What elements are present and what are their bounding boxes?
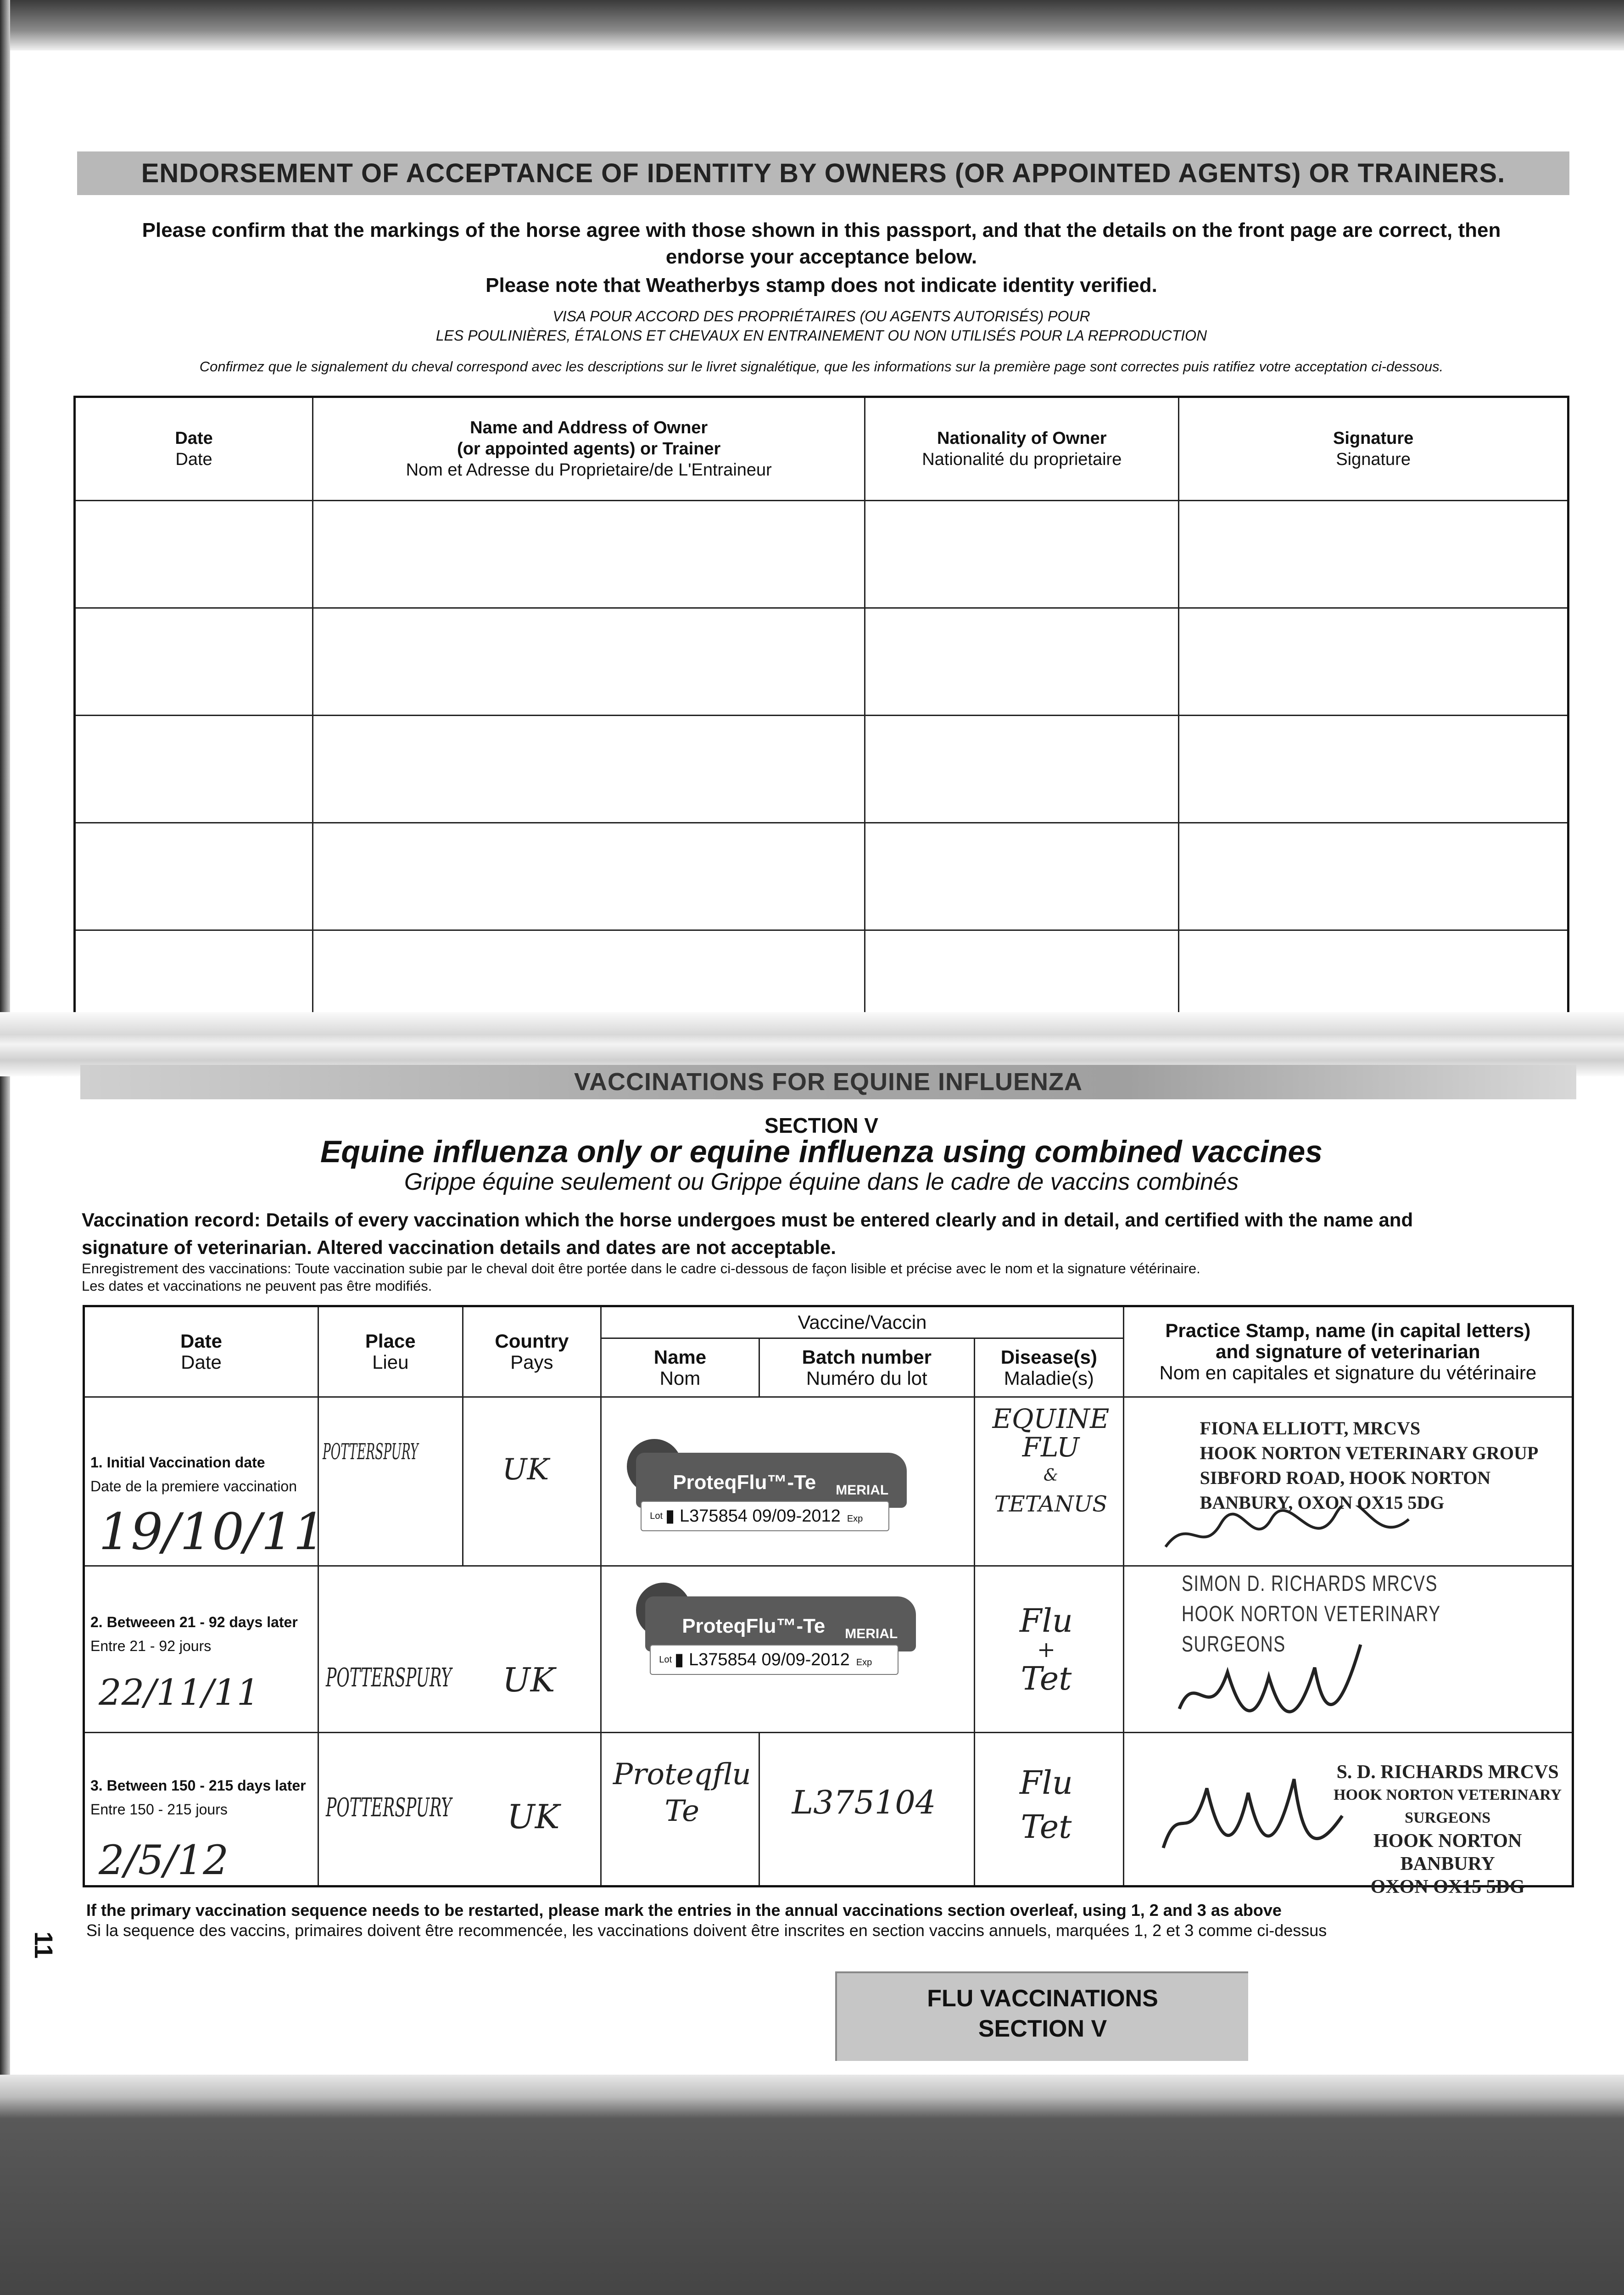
- hdr-place: [318, 1306, 463, 1397]
- row1-vaccine-brand: ProteqFlu™-Te: [673, 1471, 816, 1494]
- row1-place-cell[interactable]: [318, 1397, 463, 1566]
- row1-date-cell[interactable]: [84, 1397, 326, 1566]
- hdr-batch-fr: Numéro du lot: [806, 1367, 927, 1389]
- row3-stamp-1: S. D. RICHARDS MRCVS: [1336, 1762, 1559, 1783]
- row1-label-en: 1. Initial Vaccination date: [90, 1454, 265, 1471]
- empty-cell[interactable]: [865, 501, 1179, 608]
- row2-label: [90, 1610, 298, 1658]
- col-nationality-fr: Nationalité du proprietaire: [922, 450, 1122, 469]
- row3-stamp: [1306, 1761, 1590, 1898]
- row2-date: 22/11/11: [99, 1672, 260, 1713]
- row1-stamp: [1200, 1416, 1539, 1515]
- col-signature-en: Signature: [1333, 429, 1414, 448]
- row3-name-cell[interactable]: [601, 1733, 759, 1886]
- row2-vaccine-brand: ProteqFlu™-Te: [682, 1615, 826, 1637]
- row1-disease-4: TETANUS: [994, 1491, 1108, 1517]
- row3-place: POTTERSPURY: [326, 1793, 452, 1823]
- exp-suffix: Exp: [847, 1514, 863, 1524]
- row2-disease: [989, 1603, 1104, 1696]
- section-title-en: Equine influenza only or equine influenza using combined vaccines: [320, 1134, 1323, 1169]
- hdr-stamp-en-2: and signature of veterinarian: [1216, 1341, 1480, 1362]
- row3-batch: L375104: [792, 1784, 936, 1821]
- hdr-date: [84, 1306, 318, 1397]
- endorsement-table: [73, 396, 1569, 1039]
- row1-signature-icon: [1161, 1506, 1418, 1561]
- row1-stamp-cell[interactable]: [1123, 1397, 1573, 1566]
- row1-disease-3: &: [1043, 1466, 1058, 1485]
- row2-lot-box: $^{Lot}$ ▮ L375854 09/09-2012 Exp: [650, 1645, 899, 1675]
- record-en-2: signature of veterinarian. Altered vaccination details and dates are not acceptable.: [82, 1237, 836, 1258]
- row3-disease-2: Tet: [1021, 1808, 1072, 1846]
- exp-suffix: Exp: [856, 1657, 872, 1668]
- table-row: [75, 501, 1568, 608]
- row3-stamp-4: BANBURY: [1400, 1853, 1495, 1875]
- hdr-country-en: Country: [495, 1330, 569, 1352]
- empty-cell[interactable]: [1179, 501, 1568, 608]
- row2-vaccine-sticker: [636, 1583, 921, 1679]
- confirm-fr: Confirmez que le signalement du cheval correspond avec les descriptions sur le livret signalétique, que les informations sur la première page sont correctes puis ratifiez votre acceptation ci-dessous.: [199, 358, 1444, 375]
- row2-disease-3: Tet: [1021, 1660, 1072, 1697]
- empty-cell[interactable]: [1179, 716, 1568, 823]
- row2-stamp-1: SIMON D. RICHARDS MRCVS: [1181, 1572, 1438, 1596]
- col-nationality: [865, 397, 1179, 501]
- row2-place-country-cell[interactable]: [318, 1566, 601, 1733]
- col-date: [75, 397, 313, 501]
- row3-place-country-cell[interactable]: [318, 1733, 601, 1886]
- hdr-stamp-fr: Nom en capitales et signature du vétérinaire: [1159, 1362, 1537, 1383]
- row2-vaccine-cell[interactable]: [601, 1566, 975, 1733]
- col-date-fr: Date: [175, 450, 212, 469]
- row2-date-cell[interactable]: [84, 1566, 318, 1733]
- empty-cell[interactable]: [75, 501, 313, 608]
- row2-vaccine-maker: MERIAL: [845, 1626, 898, 1641]
- table-row: [75, 716, 1568, 823]
- row3-stamp-2: HOOK NORTON VETERINARY SURGEONS: [1334, 1786, 1562, 1826]
- empty-cell[interactable]: [75, 716, 313, 823]
- row2-disease-1: Flu: [1019, 1602, 1073, 1640]
- row3-date-cell[interactable]: [84, 1733, 318, 1886]
- col-owner-fr: Nom et Adresse du Proprietaire/de L'Entraineur: [406, 460, 772, 480]
- footer-note-fr: Si la sequence des vaccins, primaires doivent être recommencée, les vaccinations doivent être inscrites en section vaccins annuels, marquées 1, 2 et 3 comme ci-dessus: [86, 1921, 1327, 1940]
- scan-top-edge: [0, 0, 1624, 50]
- row2-label-fr: Entre 21 - 92 jours: [90, 1638, 212, 1654]
- record-en-1: Vaccination record: Details of every vaccination which the horse undergoes must be entered clearly and in detail, and certified with the name and: [82, 1209, 1413, 1231]
- empty-cell[interactable]: [313, 716, 865, 823]
- row3-label-en: 3. Between 150 - 215 days later: [90, 1777, 306, 1794]
- row1-country-cell[interactable]: [463, 1397, 601, 1566]
- row1-stamp-1: FIONA ELLIOTT, MRCVS: [1200, 1418, 1421, 1439]
- section-title-fr: Grippe équine seulement ou Grippe équine dans le cadre de vaccins combinés: [404, 1169, 1239, 1195]
- row1-place: POTTERSPURY: [323, 1439, 419, 1465]
- empty-cell[interactable]: [313, 823, 865, 930]
- record-fr-1: Enregistrement des vaccinations: Toute vaccination subie par le cheval doit être portée dans le cadre ci-dessous de façon lisible et précise avec le nom et la signature vétérinaire.: [82, 1260, 1200, 1276]
- empty-cell[interactable]: [1179, 608, 1568, 716]
- row1-stamp-4: BANBURY, OXON OX15 5DG: [1200, 1492, 1445, 1513]
- row1-date: 19/10/11: [99, 1502, 326, 1561]
- hdr-disease: [974, 1338, 1123, 1397]
- table-row: [84, 1733, 1573, 1886]
- scan-bottom-edge: [0, 2075, 1624, 2295]
- empty-cell[interactable]: [313, 608, 865, 716]
- vaccination-banner: VACCINATIONS FOR EQUINE INFLUENZA: [80, 1065, 1576, 1099]
- table-row: [84, 1566, 1573, 1733]
- lot-prefix: Lot: [659, 1655, 675, 1665]
- lot-prefix: Lot: [650, 1511, 665, 1521]
- hdr-batch-en: Batch number: [802, 1346, 932, 1368]
- row1-label-fr: Date de la premiere vaccination: [90, 1478, 297, 1495]
- row3-disease-1: Flu: [1019, 1764, 1073, 1802]
- row2-disease-cell[interactable]: [974, 1566, 1123, 1733]
- hdr-place-en: Place: [365, 1330, 416, 1352]
- table-row: [84, 1397, 1573, 1566]
- row2-batch: L375854 09/09-2012: [689, 1650, 850, 1669]
- hdr-country-fr: Pays: [510, 1351, 553, 1373]
- hdr-place-fr: Lieu: [372, 1351, 409, 1373]
- record-fr-2: Les dates et vaccinations ne peuvent pas être modifiés.: [82, 1278, 432, 1294]
- row2-stamp-2: HOOK NORTON VETERINARY SURGEONS: [1181, 1602, 1440, 1657]
- empty-cell[interactable]: [1179, 823, 1568, 930]
- col-owner-en: Name and Address of Owner: [470, 418, 708, 437]
- row3-batch-cell[interactable]: [759, 1733, 974, 1886]
- row2-place: POTTERSPURY: [326, 1663, 452, 1693]
- row1-lot-box: $^{Lot}$ ▮ L375854 09/09-2012 Exp: [641, 1501, 889, 1531]
- empty-cell[interactable]: [75, 608, 313, 716]
- vaccination-table: [83, 1305, 1574, 1898]
- row3-name: [608, 1756, 755, 1830]
- page-number: 11: [29, 1931, 59, 1959]
- hdr-name: [601, 1338, 759, 1397]
- row3-label: [90, 1774, 306, 1821]
- flu-section-tab: [835, 1971, 1248, 2061]
- endorsement-header-row: [75, 397, 1568, 501]
- empty-cell[interactable]: [865, 823, 1179, 930]
- empty-cell[interactable]: [865, 716, 1179, 823]
- hdr-batch: [759, 1338, 974, 1397]
- hdr-name-en: Name: [653, 1346, 707, 1368]
- endorsement-banner: ENDORSEMENT OF ACCEPTANCE OF IDENTITY BY OWNERS (OR APPOINTED AGENTS) OR TRAINERS.: [77, 151, 1569, 195]
- empty-cell[interactable]: [865, 608, 1179, 716]
- col-owner-en2: (or appointed agents) or Trainer: [457, 439, 721, 459]
- row3-stamp-cell[interactable]: [1123, 1733, 1573, 1898]
- col-owner: [313, 397, 865, 501]
- table-row: [75, 608, 1568, 716]
- row3-disease: [989, 1761, 1104, 1849]
- table-row: [75, 823, 1568, 930]
- row1-disease-cell[interactable]: [974, 1397, 1123, 1566]
- vacc-header-row-1: [84, 1306, 1573, 1338]
- row1-disease: [984, 1405, 1117, 1518]
- row2-label-en: 2. Betweeen 21 - 92 days later: [90, 1614, 298, 1630]
- row3-date: 2/5/12: [99, 1836, 229, 1884]
- row3-name-2: Te: [664, 1794, 699, 1828]
- col-signature: [1179, 397, 1568, 501]
- hdr-vaccine-group: Vaccine/Vaccin: [601, 1306, 1123, 1338]
- endorsement-instruction-2: endorse your acceptance below.: [665, 246, 977, 268]
- row1-vaccine-cell[interactable]: [601, 1397, 975, 1566]
- hdr-date-fr: Date: [181, 1351, 222, 1373]
- row1-country: UK: [502, 1453, 549, 1487]
- visa-fr-2: LES POULINIÈRES, ÉTALONS ET CHEVAUX EN ENTRAINEMENT OU NON UTILISÉS POUR LA REPRODUCTION: [435, 327, 1207, 344]
- row2-signature-icon: [1177, 1640, 1393, 1727]
- endorsement-instruction-1: Please confirm that the markings of the horse agree with those shown in this passport, and that the details on the front page are correct, then: [142, 219, 1501, 241]
- row3-label-fr: Entre 150 - 215 jours: [90, 1801, 228, 1818]
- weatherbys-note: Please note that Weatherbys stamp does not indicate identity verified.: [486, 274, 1157, 297]
- row2-country: UK: [502, 1661, 555, 1699]
- empty-cell[interactable]: [75, 823, 313, 930]
- flu-section-tab-1: FLU VACCINATIONS: [927, 1985, 1158, 2012]
- hdr-stamp: [1123, 1306, 1573, 1397]
- flu-section-tab-2: SECTION V: [978, 2015, 1107, 2042]
- row1-label: [90, 1450, 297, 1498]
- col-date-en: Date: [175, 429, 213, 448]
- row1-disease-1: EQUINE: [992, 1403, 1110, 1434]
- row1-vaccine-maker: MERIAL: [836, 1483, 889, 1498]
- empty-cell[interactable]: [313, 501, 865, 608]
- col-nationality-en: Nationality of Owner: [937, 429, 1107, 448]
- row1-stamp-3: SIBFORD ROAD, HOOK NORTON: [1200, 1467, 1491, 1488]
- hdr-disease-fr: Maladie(s): [1004, 1367, 1094, 1389]
- row3-name-1: Proteqflu: [613, 1758, 751, 1791]
- visa-fr-1: VISA POUR ACCORD DES PROPRIÉTAIRES (OU AGENTS AUTORISÉS) POUR: [552, 308, 1090, 325]
- row2-disease-2: +: [1037, 1637, 1056, 1662]
- hdr-name-fr: Nom: [659, 1367, 701, 1389]
- row3-stamp-5: OXON OX15 5DG: [1370, 1876, 1525, 1898]
- row1-disease-2: FLU: [1022, 1432, 1080, 1463]
- hdr-disease-en: Disease(s): [1000, 1346, 1097, 1368]
- footer-note-en: If the primary vaccination sequence needs to be restarted, please mark the entries in the annual vaccinations section overleaf, using 1, 2 and 3 as above: [86, 1901, 1282, 1920]
- row3-country: UK: [507, 1797, 560, 1836]
- hdr-stamp-en-1: Practice Stamp, name (in capital letters): [1165, 1320, 1531, 1341]
- row1-stamp-2: HOOK NORTON VETERINARY GROUP: [1200, 1443, 1539, 1463]
- row3-disease-cell[interactable]: [974, 1733, 1123, 1886]
- row1-batch: L375854 09/09-2012: [680, 1506, 841, 1526]
- col-signature-fr: Signature: [1336, 450, 1411, 469]
- hdr-country: [463, 1306, 601, 1397]
- row1-vaccine-sticker: [627, 1439, 911, 1535]
- row3-stamp-3: HOOK NORTON: [1373, 1830, 1522, 1852]
- hdr-date-en: Date: [180, 1330, 223, 1352]
- row2-stamp-cell[interactable]: [1123, 1566, 1573, 1733]
- section-label: SECTION V: [765, 1114, 878, 1137]
